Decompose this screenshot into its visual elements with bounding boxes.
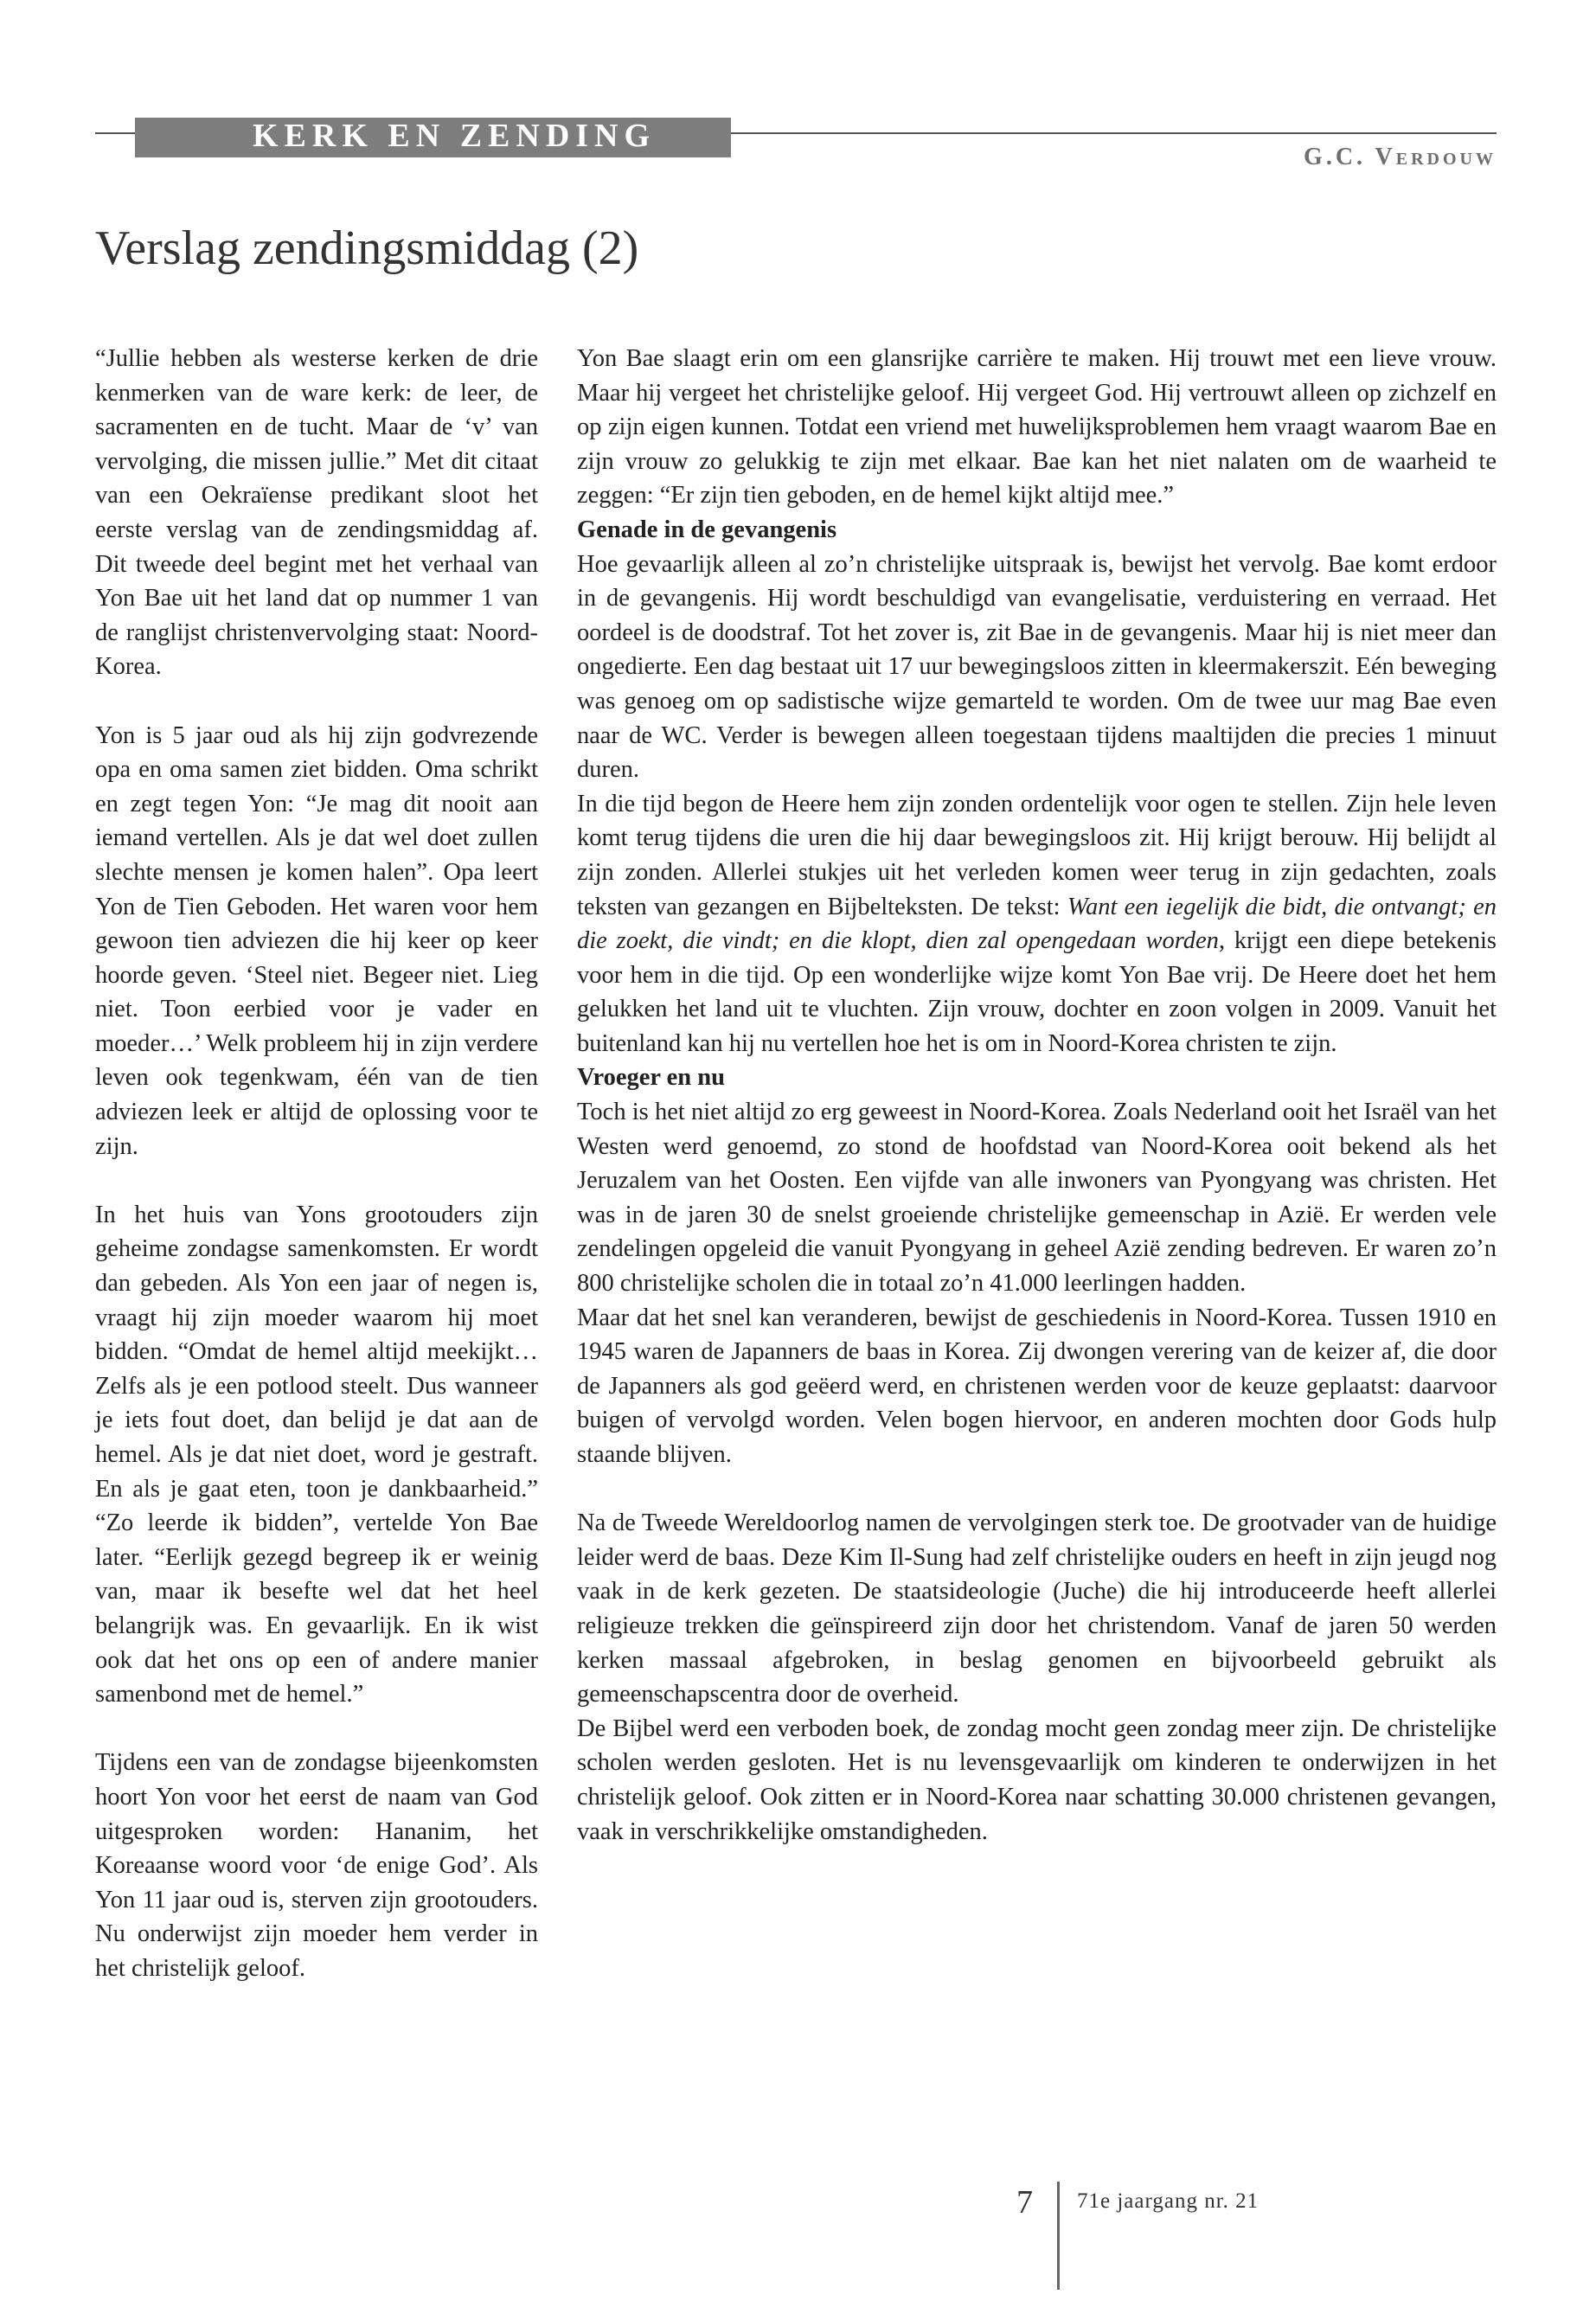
section-label: KERK EN ZENDING [253,118,657,154]
paragraph: Hoe gevaarlijk alleen al zo’n christelijke uitspraak is, bewijst het vervolg. Bae komt erdoor in de gevangenis. Hij wordt beschuldigd van evangelisatie, verduistering en verraad. Het oordeel is de doodstraf. Tot het zover is, zit Bae in de gevangenis. Maar hij is niet meer dan ongedierte. Een dag bestaat uit 17 uur bewegingsloos zitten in kleermakerszit. Eén beweging was genoeg om op sadistische wijze gemarteld te worden. Om de twee uur mag Bae even naar de WC. Verder is bewegen alleen toegestaan tijdens maaltijden die precies 1 minuut duren. [577,550,1497,784]
paragraph: “Jullie hebben als westerse kerken de drie kenmerken van de ware kerk: de leer, de sacramenten en de tucht. Maar de ‘v’ van vervolging, die missen jullie.” Met dit citaat van een Oekraïense predikant sloot het eerste verslag van de zendingsmiddag af. Dit tweede deel begint met het verhaal van Yon Bae uit het land dat op nummer 1 van de ranglijst christenvervolging staat: Noord-Korea. [95,345,538,681]
section-heading: Vroeger en nu [577,1064,725,1092]
paragraph: De Bijbel werd een verboden boek, de zondag mocht geen zondag meer zijn. De christelijke scholen werden gesloten. Het is nu levensgevaarlijk om kinderen te onderwijzen in het christelijk geloof. Ook zitten er in Noord-Korea naar schatting 30.000 christenen gevangen, vaak in verschrikkelijke omstandigheden. [577,1715,1497,1845]
paragraph [577,787,1497,1061]
paragraph: Yon Bae slaagt erin om een glansrijke carrière te maken. Hij trouwt met een lieve vrouw. Maar hij vergeet het christelijke geloof. Hij vergeet God. Hij vertrouwt alleen op zichzelf en op zijn eigen kunnen. Totdat een vriend met huwelijksproblemen hem vraagt waarom Bae en zijn vrouw zo gelukkig te zijn met elkaar. Bae kan het niet nalaten om de waarheid te zeggen: “Er zijn tien geboden, en de hemel kijkt altijd mee.” [577,345,1497,510]
paragraph: Na de Tweede Wereldoorlog namen de vervolgingen sterk toe. De grootvader van de huidige leider werd de baas. Deze Kim Il-Sung had zelf christelijke ouders en heeft in zijn jeugd nog vaak in de kerk gezeten. De staatsideologie (Juche) die hij introduceerde heeft allerlei religieuze trekken die geïnspireerd zijn door het christendom. Vanaf de jaren 50 werden kerken massaal afgebroken, in beslag genomen en bijvoorbeeld gebruikt als gemeenschapscentra door de overheid. [577,1509,1497,1708]
paragraph: Yon is 5 jaar oud als hij zijn godvrezende opa en oma samen ziet bidden. Oma schrikt en zegt tegen Yon: “Je mag dit nooit aan iemand vertellen. Als je dat wel doet zullen slechte mensen je komen halen”. Opa leert Yon de Tien Geboden. Het waren voor hem gewoon tien adviezen die hij keer op keer hoorde geven. ‘Steel niet. Begeer niet. Lieg niet. Toon eerbied voor je vader en moeder…’ Welk probleem hij in zijn verdere leven ook tegenkwam, één van de tien adviezen leek er altijd de oplossing voor te zijn. [95,721,538,1160]
paragraph: Maar dat het snel kan veranderen, bewijst de geschiedenis in Noord-Korea. Tussen 1910 en 1945 waren de Japanners de baas in Korea. Zij dwongen verering van de keizer af, die door de Japanners als god geëerd werd, en christenen werden voor de keuze geplaatst: daarvoor buigen of vervolgd worden. Velen bogen hiervoor, en anderen mochten door Gods hulp staande blijven. [577,1304,1497,1468]
paragraph: Tijdens een van de zondagse bijeenkomsten hoort Yon voor het eerst de naam van God uitgesproken worden: Hananim, het Koreaanse woord voor ‘de enige God’. Als Yon 11 jaar oud is, sterven zijn grootouders. Nu onderwijst zijn moeder hem verder in het christelijk geloof. [95,1749,538,1982]
page-number: 7 [1016,2184,1033,2221]
issue-label: 71e jaargang nr. 21 [1077,2189,1259,2213]
paragraph-text: In die tijd begon de Heere hem zijn zonden ordentelijk voor ogen te stellen. Zijn hele leven komt terug tijdens die uren die hij daar bewegingsloos zit. Hij krijgt berouw. Hij belijdt al zijn zonden. Allerlei stukjes uit het verleden komen weer terug in zijn gedachten, zoals teksten van gezangen en Bijbelteksten. De tekst: [577,790,1497,920]
section-heading: Genade in de gevangenis [577,516,837,543]
paragraph-text: , krijgt een diepe betekenis voor hem in die tijd. Op een wonderlijke wijze komt Yon Bae vrij. De Heere doet het hem gelukken het land uit te vluchten. Zijn vrouw, dochter en zoon volgen in 2009. Vanuit het buitenland kan hij nu vertellen hoe het is om in Noord-Korea christen te zijn. [577,927,1497,1057]
paragraph: In het huis van Yons grootouders zijn geheime zondagse samenkomsten. Er wordt dan gebeden. Als Yon een jaar of negen is, vraagt hij zijn moeder waarom hij moet bidden. “Omdat de hemel altijd meekijkt… Zelfs als je een potlood steelt. Dus wanneer je iets fout doet, dan belijd je dat aan de hemel. Als je dat niet doet, word je gestraft. En als je gaat eten, toon je dankbaarheid.” “Zo leerde ik bidden”, vertelde Yon Bae later. “Eerlijk gezegd begreep ik er weinig van, maar ik besefte wel dat het heel belangrijk was. En gevaarlijk. En ik wist ook dat het ons op een of andere manier samenbond met de hemel.” [95,1201,538,1708]
article-title: Verslag zendingsmiddag (2) [95,221,639,275]
right-column [577,342,1497,1849]
paragraph: Toch is het niet altijd zo erg geweest in Noord-Korea. Zoals Nederland ooit het Israël van het Westen werd genoemd, zo stond de hoofdstad van Noord-Korea ooit bekend als het Jeruzalem van het Oosten. Een vijfde van alle inwoners van Pyongyang was christen. Het was in de jaren 30 de snelst groeiende christelijke gemeenschap in Azië. Er werden vele zendelingen opgeleid die vanuit Pyongyang in geheel Azië zending bedreven. Er waren zo’n 800 christelijke scholen die in totaal zo’n 41.000 leerlingen hadden. [577,1099,1497,1298]
bible-quote: Want een iegelijk die bidt, die ontvangt; en die zoekt, die vindt; en die klopt, dien zal opengedaan worden [577,893,1497,955]
left-column [95,342,538,1986]
footer-divider [1057,2182,1060,2290]
author-name: G.C. Verdouw [1304,144,1497,170]
